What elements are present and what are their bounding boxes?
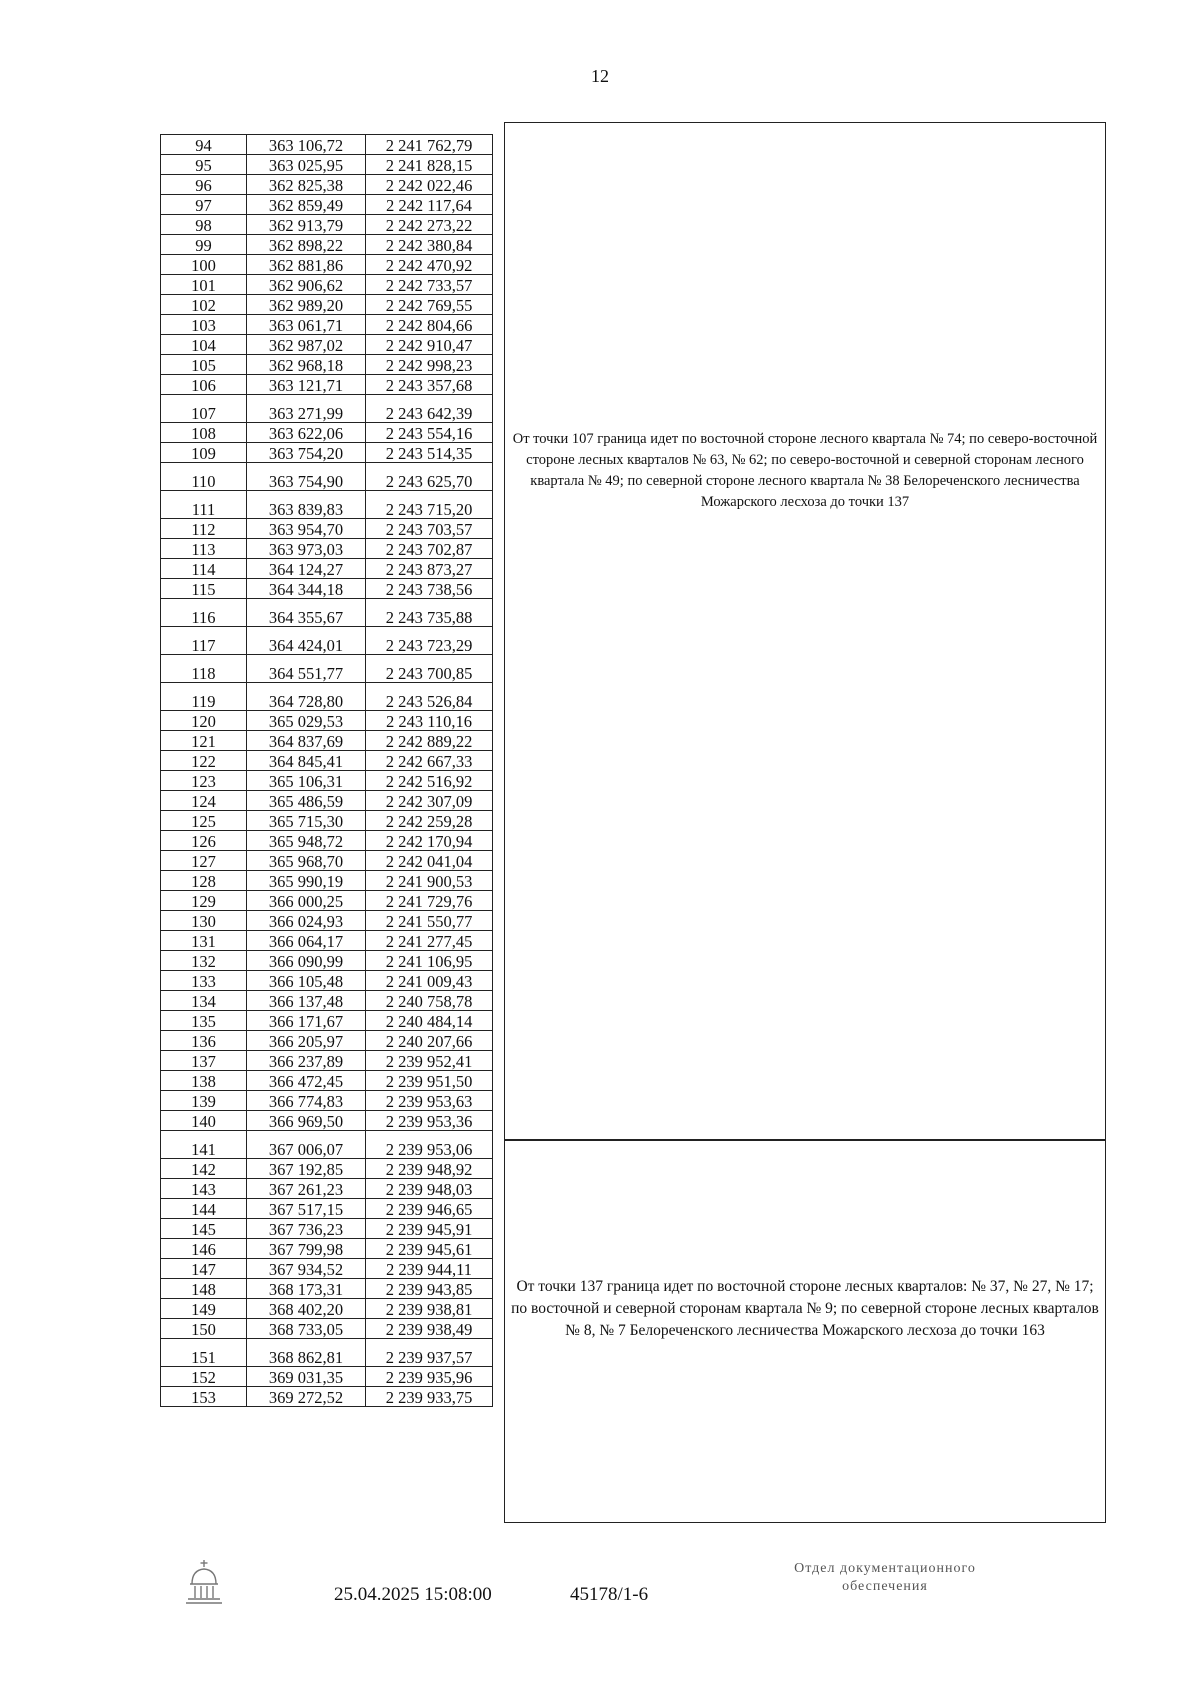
point-number-cell: 147 bbox=[161, 1259, 247, 1279]
y-coordinate-cell: 2 242 041,04 bbox=[366, 851, 493, 871]
y-coordinate-cell: 2 242 470,92 bbox=[366, 255, 493, 275]
x-coordinate-cell: 368 733,05 bbox=[247, 1319, 366, 1339]
y-coordinate-cell: 2 239 953,06 bbox=[366, 1131, 493, 1159]
table-row bbox=[161, 463, 493, 491]
point-number-cell: 132 bbox=[161, 951, 247, 971]
point-number-cell: 103 bbox=[161, 315, 247, 335]
table-row bbox=[161, 175, 493, 195]
point-number-cell: 149 bbox=[161, 1299, 247, 1319]
table-row bbox=[161, 1339, 493, 1367]
x-coordinate-cell: 368 862,81 bbox=[247, 1339, 366, 1367]
y-coordinate-cell: 2 242 733,57 bbox=[366, 275, 493, 295]
x-coordinate-cell: 368 173,31 bbox=[247, 1279, 366, 1299]
y-coordinate-cell: 2 239 948,03 bbox=[366, 1179, 493, 1199]
x-coordinate-cell: 369 272,52 bbox=[247, 1387, 366, 1407]
x-coordinate-cell: 362 913,79 bbox=[247, 215, 366, 235]
x-coordinate-cell: 367 006,07 bbox=[247, 1131, 366, 1159]
point-number-cell: 152 bbox=[161, 1367, 247, 1387]
point-number-cell: 115 bbox=[161, 579, 247, 599]
table-row bbox=[161, 683, 493, 711]
point-number-cell: 122 bbox=[161, 751, 247, 771]
table-row bbox=[161, 519, 493, 539]
x-coordinate-cell: 367 261,23 bbox=[247, 1179, 366, 1199]
x-coordinate-cell: 366 237,89 bbox=[247, 1051, 366, 1071]
table-row bbox=[161, 1159, 493, 1179]
point-number-cell: 133 bbox=[161, 971, 247, 991]
boundary-description-1: От точки 107 граница идет по восточной стороне лесного квартала № 74; по северо-восточной стороне лесных кварталов № 63, № 62; по северо-восточной и северной сторонам лесного квартала № 49; по северной стороне лесного квартала № 38 Белореченского лесничества Можарского лесхоза до точки 137 bbox=[512, 431, 1098, 510]
table-row bbox=[161, 1219, 493, 1239]
x-coordinate-cell: 365 029,53 bbox=[247, 711, 366, 731]
point-number-cell: 120 bbox=[161, 711, 247, 731]
point-number-cell: 96 bbox=[161, 175, 247, 195]
y-coordinate-cell: 2 241 009,43 bbox=[366, 971, 493, 991]
table-row bbox=[161, 791, 493, 811]
table-row bbox=[161, 1199, 493, 1219]
point-number-cell: 137 bbox=[161, 1051, 247, 1071]
boundary-description-box-2 bbox=[504, 1140, 1106, 1523]
x-coordinate-cell: 365 486,59 bbox=[247, 791, 366, 811]
table-row bbox=[161, 335, 493, 355]
table-row bbox=[161, 1259, 493, 1279]
y-coordinate-cell: 2 242 380,84 bbox=[366, 235, 493, 255]
table-row bbox=[161, 811, 493, 831]
point-number-cell: 98 bbox=[161, 215, 247, 235]
y-coordinate-cell: 2 239 944,11 bbox=[366, 1259, 493, 1279]
y-coordinate-cell: 2 243 625,70 bbox=[366, 463, 493, 491]
x-coordinate-cell: 367 736,23 bbox=[247, 1219, 366, 1239]
y-coordinate-cell: 2 243 738,56 bbox=[366, 579, 493, 599]
registry-emblem-icon bbox=[184, 1558, 224, 1606]
table-row bbox=[161, 1387, 493, 1407]
x-coordinate-cell: 362 881,86 bbox=[247, 255, 366, 275]
x-coordinate-cell: 365 948,72 bbox=[247, 831, 366, 851]
x-coordinate-cell: 366 969,50 bbox=[247, 1111, 366, 1131]
x-coordinate-cell: 366 472,45 bbox=[247, 1071, 366, 1091]
y-coordinate-cell: 2 239 937,57 bbox=[366, 1339, 493, 1367]
point-number-cell: 95 bbox=[161, 155, 247, 175]
y-coordinate-cell: 2 243 357,68 bbox=[366, 375, 493, 395]
table-row bbox=[161, 851, 493, 871]
point-number-cell: 131 bbox=[161, 931, 247, 951]
table-row bbox=[161, 443, 493, 463]
table-row bbox=[161, 731, 493, 751]
y-coordinate-cell: 2 242 889,22 bbox=[366, 731, 493, 751]
table-row bbox=[161, 195, 493, 215]
point-number-cell: 107 bbox=[161, 395, 247, 423]
y-coordinate-cell: 2 239 945,61 bbox=[366, 1239, 493, 1259]
boundary-description-box-1 bbox=[504, 122, 1106, 1140]
y-coordinate-cell: 2 239 952,41 bbox=[366, 1051, 493, 1071]
table-row bbox=[161, 1031, 493, 1051]
coordinates-table-body bbox=[161, 135, 493, 1407]
point-number-cell: 143 bbox=[161, 1179, 247, 1199]
y-coordinate-cell: 2 241 550,77 bbox=[366, 911, 493, 931]
x-coordinate-cell: 369 031,35 bbox=[247, 1367, 366, 1387]
table-row bbox=[161, 711, 493, 731]
x-coordinate-cell: 362 898,22 bbox=[247, 235, 366, 255]
table-row bbox=[161, 1279, 493, 1299]
y-coordinate-cell: 2 240 207,66 bbox=[366, 1031, 493, 1051]
y-coordinate-cell: 2 243 715,20 bbox=[366, 491, 493, 519]
point-number-cell: 148 bbox=[161, 1279, 247, 1299]
y-coordinate-cell: 2 243 702,87 bbox=[366, 539, 493, 559]
x-coordinate-cell: 366 137,48 bbox=[247, 991, 366, 1011]
point-number-cell: 134 bbox=[161, 991, 247, 1011]
y-coordinate-cell: 2 243 735,88 bbox=[366, 599, 493, 627]
x-coordinate-cell: 363 839,83 bbox=[247, 491, 366, 519]
table-row bbox=[161, 1011, 493, 1031]
table-row bbox=[161, 235, 493, 255]
x-coordinate-cell: 364 355,67 bbox=[247, 599, 366, 627]
point-number-cell: 136 bbox=[161, 1031, 247, 1051]
table-row bbox=[161, 395, 493, 423]
table-row bbox=[161, 375, 493, 395]
point-number-cell: 153 bbox=[161, 1387, 247, 1407]
table-row bbox=[161, 911, 493, 931]
y-coordinate-cell: 2 241 106,95 bbox=[366, 951, 493, 971]
y-coordinate-cell: 2 243 723,29 bbox=[366, 627, 493, 655]
point-number-cell: 128 bbox=[161, 871, 247, 891]
point-number-cell: 129 bbox=[161, 891, 247, 911]
x-coordinate-cell: 365 106,31 bbox=[247, 771, 366, 791]
point-number-cell: 102 bbox=[161, 295, 247, 315]
x-coordinate-cell: 362 906,62 bbox=[247, 275, 366, 295]
x-coordinate-cell: 366 090,99 bbox=[247, 951, 366, 971]
y-coordinate-cell: 2 239 948,92 bbox=[366, 1159, 493, 1179]
table-row bbox=[161, 295, 493, 315]
table-row bbox=[161, 1111, 493, 1131]
x-coordinate-cell: 365 715,30 bbox=[247, 811, 366, 831]
point-number-cell: 99 bbox=[161, 235, 247, 255]
x-coordinate-cell: 362 987,02 bbox=[247, 335, 366, 355]
y-coordinate-cell: 2 242 804,66 bbox=[366, 315, 493, 335]
table-row bbox=[161, 891, 493, 911]
y-coordinate-cell: 2 242 307,09 bbox=[366, 791, 493, 811]
y-coordinate-cell: 2 243 526,84 bbox=[366, 683, 493, 711]
x-coordinate-cell: 364 344,18 bbox=[247, 579, 366, 599]
y-coordinate-cell: 2 243 703,57 bbox=[366, 519, 493, 539]
x-coordinate-cell: 363 121,71 bbox=[247, 375, 366, 395]
x-coordinate-cell: 364 837,69 bbox=[247, 731, 366, 751]
table-row bbox=[161, 931, 493, 951]
x-coordinate-cell: 363 954,70 bbox=[247, 519, 366, 539]
point-number-cell: 142 bbox=[161, 1159, 247, 1179]
table-row bbox=[161, 771, 493, 791]
point-number-cell: 111 bbox=[161, 491, 247, 519]
point-number-cell: 151 bbox=[161, 1339, 247, 1367]
point-number-cell: 135 bbox=[161, 1011, 247, 1031]
x-coordinate-cell: 366 064,17 bbox=[247, 931, 366, 951]
x-coordinate-cell: 366 000,25 bbox=[247, 891, 366, 911]
y-coordinate-cell: 2 242 998,23 bbox=[366, 355, 493, 375]
y-coordinate-cell: 2 239 945,91 bbox=[366, 1219, 493, 1239]
x-coordinate-cell: 364 551,77 bbox=[247, 655, 366, 683]
x-coordinate-cell: 363 754,90 bbox=[247, 463, 366, 491]
x-coordinate-cell: 366 024,93 bbox=[247, 911, 366, 931]
table-row bbox=[161, 423, 493, 443]
y-coordinate-cell: 2 243 514,35 bbox=[366, 443, 493, 463]
table-row bbox=[161, 599, 493, 627]
y-coordinate-cell: 2 241 277,45 bbox=[366, 931, 493, 951]
x-coordinate-cell: 362 968,18 bbox=[247, 355, 366, 375]
x-coordinate-cell: 363 754,20 bbox=[247, 443, 366, 463]
x-coordinate-cell: 367 192,85 bbox=[247, 1159, 366, 1179]
x-coordinate-cell: 362 825,38 bbox=[247, 175, 366, 195]
y-coordinate-cell: 2 239 935,96 bbox=[366, 1367, 493, 1387]
x-coordinate-cell: 363 106,72 bbox=[247, 135, 366, 155]
x-coordinate-cell: 367 799,98 bbox=[247, 1239, 366, 1259]
x-coordinate-cell: 363 622,06 bbox=[247, 423, 366, 443]
x-coordinate-cell: 363 973,03 bbox=[247, 539, 366, 559]
y-coordinate-cell: 2 239 933,75 bbox=[366, 1387, 493, 1407]
point-number-cell: 144 bbox=[161, 1199, 247, 1219]
point-number-cell: 106 bbox=[161, 375, 247, 395]
y-coordinate-cell: 2 242 022,46 bbox=[366, 175, 493, 195]
table-row bbox=[161, 1179, 493, 1199]
table-row bbox=[161, 871, 493, 891]
table-row bbox=[161, 751, 493, 771]
table-row bbox=[161, 831, 493, 851]
x-coordinate-cell: 365 990,19 bbox=[247, 871, 366, 891]
point-number-cell: 124 bbox=[161, 791, 247, 811]
x-coordinate-cell: 363 061,71 bbox=[247, 315, 366, 335]
table-row bbox=[161, 539, 493, 559]
table-row bbox=[161, 491, 493, 519]
x-coordinate-cell: 365 968,70 bbox=[247, 851, 366, 871]
point-number-cell: 150 bbox=[161, 1319, 247, 1339]
x-coordinate-cell: 362 859,49 bbox=[247, 195, 366, 215]
table-row bbox=[161, 355, 493, 375]
point-number-cell: 141 bbox=[161, 1131, 247, 1159]
x-coordinate-cell: 368 402,20 bbox=[247, 1299, 366, 1319]
y-coordinate-cell: 2 239 943,85 bbox=[366, 1279, 493, 1299]
table-row bbox=[161, 655, 493, 683]
y-coordinate-cell: 2 240 758,78 bbox=[366, 991, 493, 1011]
y-coordinate-cell: 2 242 273,22 bbox=[366, 215, 493, 235]
point-number-cell: 117 bbox=[161, 627, 247, 655]
point-number-cell: 101 bbox=[161, 275, 247, 295]
point-number-cell: 94 bbox=[161, 135, 247, 155]
point-number-cell: 112 bbox=[161, 519, 247, 539]
department-stamp bbox=[740, 1560, 1030, 1596]
point-number-cell: 119 bbox=[161, 683, 247, 711]
point-number-cell: 139 bbox=[161, 1091, 247, 1111]
x-coordinate-cell: 364 728,80 bbox=[247, 683, 366, 711]
table-row bbox=[161, 1319, 493, 1339]
point-number-cell: 118 bbox=[161, 655, 247, 683]
point-number-cell: 127 bbox=[161, 851, 247, 871]
x-coordinate-cell: 363 025,95 bbox=[247, 155, 366, 175]
point-number-cell: 110 bbox=[161, 463, 247, 491]
x-coordinate-cell: 362 989,20 bbox=[247, 295, 366, 315]
footer-datetime: 25.04.2025 15:08:00 bbox=[334, 1584, 492, 1605]
y-coordinate-cell: 2 243 642,39 bbox=[366, 395, 493, 423]
table-row bbox=[161, 215, 493, 235]
point-number-cell: 130 bbox=[161, 911, 247, 931]
y-coordinate-cell: 2 242 117,64 bbox=[366, 195, 493, 215]
point-number-cell: 104 bbox=[161, 335, 247, 355]
point-number-cell: 108 bbox=[161, 423, 247, 443]
table-row bbox=[161, 315, 493, 335]
y-coordinate-cell: 2 242 516,92 bbox=[366, 771, 493, 791]
table-row bbox=[161, 951, 493, 971]
table-row bbox=[161, 991, 493, 1011]
y-coordinate-cell: 2 241 762,79 bbox=[366, 135, 493, 155]
y-coordinate-cell: 2 239 946,65 bbox=[366, 1199, 493, 1219]
x-coordinate-cell: 363 271,99 bbox=[247, 395, 366, 423]
table-row bbox=[161, 627, 493, 655]
point-number-cell: 123 bbox=[161, 771, 247, 791]
table-row bbox=[161, 579, 493, 599]
y-coordinate-cell: 2 239 951,50 bbox=[366, 1071, 493, 1091]
table-row bbox=[161, 1071, 493, 1091]
x-coordinate-cell: 366 205,97 bbox=[247, 1031, 366, 1051]
x-coordinate-cell: 364 845,41 bbox=[247, 751, 366, 771]
point-number-cell: 145 bbox=[161, 1219, 247, 1239]
point-number-cell: 114 bbox=[161, 559, 247, 579]
table-row bbox=[161, 559, 493, 579]
point-number-cell: 97 bbox=[161, 195, 247, 215]
table-row bbox=[161, 255, 493, 275]
y-coordinate-cell: 2 243 110,16 bbox=[366, 711, 493, 731]
y-coordinate-cell: 2 243 554,16 bbox=[366, 423, 493, 443]
y-coordinate-cell: 2 240 484,14 bbox=[366, 1011, 493, 1031]
point-number-cell: 105 bbox=[161, 355, 247, 375]
x-coordinate-cell: 364 124,27 bbox=[247, 559, 366, 579]
y-coordinate-cell: 2 239 938,81 bbox=[366, 1299, 493, 1319]
boundary-description-2: От точки 137 граница идет по восточной стороне лесных кварталов: № 37, № 27, № 17; по восточной и северной сторонам квартала № 9; по северной стороне лесных кварталов № 8, № 7 Белореченского лесничества Можарского лесхоза до точки 163 bbox=[511, 1278, 1099, 1339]
point-number-cell: 121 bbox=[161, 731, 247, 751]
table-row bbox=[161, 1299, 493, 1319]
point-number-cell: 126 bbox=[161, 831, 247, 851]
y-coordinate-cell: 2 241 900,53 bbox=[366, 871, 493, 891]
table-row bbox=[161, 1051, 493, 1071]
y-coordinate-cell: 2 242 170,94 bbox=[366, 831, 493, 851]
department-stamp-line-1: Отдел документационного bbox=[794, 1561, 976, 1576]
x-coordinate-cell: 366 171,67 bbox=[247, 1011, 366, 1031]
y-coordinate-cell: 2 239 953,36 bbox=[366, 1111, 493, 1131]
coordinates-table bbox=[160, 134, 493, 1407]
x-coordinate-cell: 367 934,52 bbox=[247, 1259, 366, 1279]
table-row bbox=[161, 275, 493, 295]
x-coordinate-cell: 364 424,01 bbox=[247, 627, 366, 655]
point-number-cell: 113 bbox=[161, 539, 247, 559]
y-coordinate-cell: 2 241 828,15 bbox=[366, 155, 493, 175]
point-number-cell: 140 bbox=[161, 1111, 247, 1131]
point-number-cell: 138 bbox=[161, 1071, 247, 1091]
y-coordinate-cell: 2 239 938,49 bbox=[366, 1319, 493, 1339]
table-row bbox=[161, 971, 493, 991]
table-row bbox=[161, 1091, 493, 1111]
footer-document-code: 45178/1-6 bbox=[570, 1584, 649, 1605]
table-row bbox=[161, 1131, 493, 1159]
page-number: 12 bbox=[591, 66, 609, 86]
point-number-cell: 146 bbox=[161, 1239, 247, 1259]
y-coordinate-cell: 2 243 873,27 bbox=[366, 559, 493, 579]
y-coordinate-cell: 2 242 769,55 bbox=[366, 295, 493, 315]
y-coordinate-cell: 2 242 667,33 bbox=[366, 751, 493, 771]
y-coordinate-cell: 2 243 700,85 bbox=[366, 655, 493, 683]
table-row bbox=[161, 1367, 493, 1387]
y-coordinate-cell: 2 242 259,28 bbox=[366, 811, 493, 831]
department-stamp-line-2: обеспечения bbox=[842, 1579, 928, 1594]
point-number-cell: 125 bbox=[161, 811, 247, 831]
point-number-cell: 116 bbox=[161, 599, 247, 627]
table-row bbox=[161, 135, 493, 155]
y-coordinate-cell: 2 242 910,47 bbox=[366, 335, 493, 355]
x-coordinate-cell: 367 517,15 bbox=[247, 1199, 366, 1219]
y-coordinate-cell: 2 241 729,76 bbox=[366, 891, 493, 911]
point-number-cell: 100 bbox=[161, 255, 247, 275]
x-coordinate-cell: 366 105,48 bbox=[247, 971, 366, 991]
y-coordinate-cell: 2 239 953,63 bbox=[366, 1091, 493, 1111]
table-row bbox=[161, 155, 493, 175]
point-number-cell: 109 bbox=[161, 443, 247, 463]
table-row bbox=[161, 1239, 493, 1259]
x-coordinate-cell: 366 774,83 bbox=[247, 1091, 366, 1111]
